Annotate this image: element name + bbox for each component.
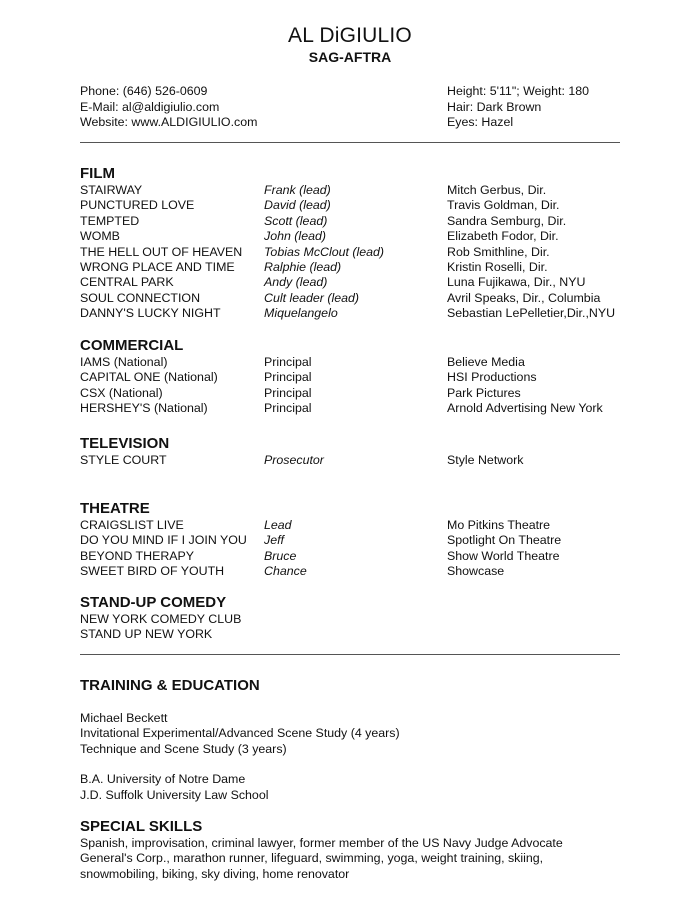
role: Lead (264, 518, 292, 532)
actor-name: AL DiGIULIO (288, 24, 412, 47)
section-heading: STAND-UP COMEDY (80, 594, 227, 611)
training-section (80, 677, 640, 803)
role: Principal (264, 385, 312, 400)
role: Tobias McClout (lead) (264, 244, 385, 259)
physical-stats (447, 84, 589, 131)
title: HERSHEY'S (National) (80, 401, 208, 416)
role: Principal (264, 355, 312, 369)
hair-color: Hair: Dark Brown (447, 99, 542, 114)
title: SOUL CONNECTION (80, 290, 201, 305)
title: DO YOU MIND IF I JOIN YOU (80, 533, 247, 548)
eye-color: Eyes: Hazel (447, 115, 514, 129)
role: Chance (264, 564, 307, 579)
credit-row (80, 401, 640, 416)
degree: J.D. Suffolk University Law School (80, 787, 269, 802)
height-weight: Height: 5'11"; Weight: 180 (447, 84, 590, 98)
teacher: Michael Beckett (80, 711, 168, 725)
title: BEYOND THERAPY (80, 548, 195, 563)
credit-row (80, 306, 640, 321)
skills-text: Spanish, improvisation, criminal lawyer, former member of the US Navy Judge Advocate General's Corp., marathon runner, lifeguard, swimming, yoga, weight training, skiing, snowmobiling, biking, sky diving, home renovator (80, 836, 563, 881)
website: Website: www.ALDIGIULIO.com (80, 115, 258, 129)
divider (80, 142, 620, 143)
credit-row (80, 549, 640, 564)
section-heading: THEATRE (80, 500, 150, 517)
title: WOMB (80, 229, 120, 244)
course: Invitational Experimental/Advanced Scene Study (4 years) (80, 726, 400, 741)
credit: Luna Fujikawa, Dir., NYU (447, 275, 586, 290)
credit-row (80, 564, 640, 579)
venue: STAND UP NEW YORK (80, 627, 213, 642)
credit: Sandra Semburg, Dir. (447, 213, 567, 228)
credit: Avril Speaks, Dir., Columbia (447, 290, 601, 305)
credit-row (80, 198, 640, 213)
title: IAMS (National) (80, 355, 168, 369)
credit-row (80, 518, 640, 533)
role: John (lead) (264, 229, 326, 244)
credit-row (80, 355, 640, 370)
credit-row (80, 245, 640, 260)
email: E-Mail: al@aldigiulio.com (80, 99, 220, 114)
role: David (lead) (264, 198, 331, 213)
credit-row (80, 533, 640, 548)
credit-row (80, 453, 640, 468)
credit-row (80, 386, 640, 401)
credit-row (80, 260, 640, 275)
section-heading: FILM (80, 165, 115, 182)
role: Jeff (264, 533, 284, 548)
credit: Mitch Gerbus, Dir. (447, 183, 547, 197)
credit: Showcase (447, 564, 505, 579)
credit: Spotlight On Theatre (447, 533, 562, 548)
role: Cult leader (lead) (264, 290, 360, 305)
role: Frank (lead) (264, 183, 331, 197)
title: SWEET BIRD OF YOUTH (80, 564, 225, 579)
role: Ralphie (lead) (264, 259, 342, 274)
role: Principal (264, 370, 312, 385)
credit: Style Network (447, 453, 524, 467)
credit: Rob Smithline, Dir. (447, 244, 550, 259)
section-heading: TRAINING & EDUCATION (80, 677, 260, 694)
credit: Travis Goldman, Dir. (447, 198, 560, 213)
title: TEMPTED (80, 213, 140, 228)
credit-row (80, 370, 640, 385)
venue: NEW YORK COMEDY CLUB (80, 612, 242, 626)
credit: Elizabeth Fodor, Dir. (447, 229, 559, 244)
title: WRONG PLACE AND TIME (80, 259, 235, 274)
credit: Sebastian LePelletier,Dir.,NYU (447, 306, 616, 321)
credit: HSI Productions (447, 370, 537, 385)
course: Technique and Scene Study (3 years) (80, 741, 287, 756)
title: PUNCTURED LOVE (80, 198, 195, 213)
commercial-section (80, 337, 640, 417)
role: Scott (lead) (264, 213, 328, 228)
section-heading: SPECIAL SKILLS (80, 818, 203, 835)
credit: Believe Media (447, 355, 525, 369)
television-section (80, 435, 640, 468)
union-affiliation: SAG-AFTRA (308, 49, 392, 65)
film-section (80, 165, 640, 322)
credit-row (80, 291, 640, 306)
section-heading: TELEVISION (80, 435, 170, 452)
role: Miquelangelo (264, 306, 338, 321)
contact-info (80, 84, 257, 131)
credit-row (80, 275, 640, 290)
credit-row (80, 183, 640, 198)
credit: Kristin Roselli, Dir. (447, 259, 548, 274)
title: CENTRAL PARK (80, 275, 174, 290)
credit-row (80, 229, 640, 244)
skills-section (80, 818, 640, 882)
role: Bruce (264, 548, 297, 563)
title: DANNY'S LUCKY NIGHT (80, 306, 221, 321)
phone: Phone: (646) 526-0609 (80, 84, 208, 98)
degree: B.A. University of Notre Dame (80, 772, 246, 787)
title: STYLE COURT (80, 453, 167, 467)
standup-section (80, 594, 640, 643)
credit: Show World Theatre (447, 548, 560, 563)
title: THE HELL OUT OF HEAVEN (80, 244, 243, 259)
title: CAPITAL ONE (National) (80, 370, 218, 385)
divider (80, 654, 620, 655)
role: Andy (lead) (264, 275, 328, 290)
credit: Park Pictures (447, 385, 521, 400)
section-heading: COMMERCIAL (80, 337, 184, 354)
title: CSX (National) (80, 385, 163, 400)
credit: Mo Pitkins Theatre (447, 518, 551, 532)
theatre-section (80, 500, 640, 580)
title: STAIRWAY (80, 183, 143, 197)
title: CRAIGSLIST LIVE (80, 518, 184, 532)
credit-row (80, 214, 640, 229)
credit: Arnold Advertising New York (447, 401, 603, 416)
role: Prosecutor (264, 453, 324, 467)
role: Principal (264, 401, 312, 416)
